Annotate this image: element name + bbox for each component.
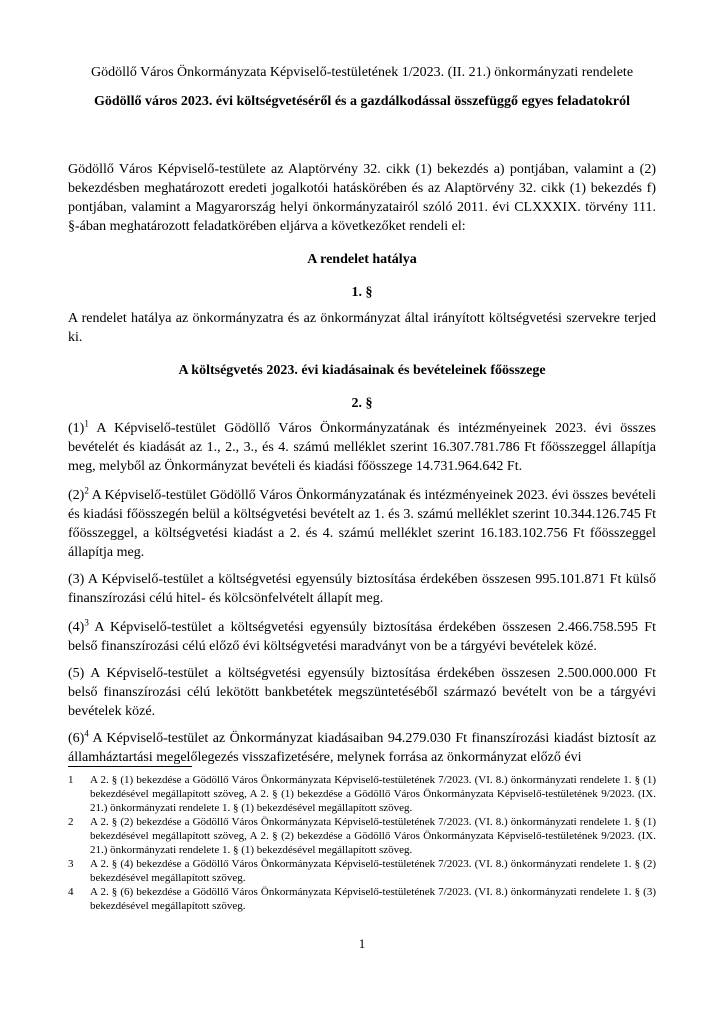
footnote-text: A 2. § (1) bekezdése a Gödöllő Város Önkormányzata Képviselő-testületének 7/2023. (VI. 8.) önkormányzati rendelete 1. § (1) bekezdésével megállapított szöveg, A 2. § (1) bekezdése a Gödöllő Város Önkormányzata Képviselő-testületének 9/2023. (IX. 21.) önkormányzati rendelete 1. § (1) bekezdésével megállapított szöveg. — [90, 774, 656, 814]
section1-paragraph: A rendelet hatálya az önkormányzatra és az önkormányzat által irányított költségvetési szervekre terjed ki. — [68, 311, 656, 345]
body-paragraph-3 — [68, 570, 656, 608]
footnote-ref: 2 — [84, 485, 89, 496]
footnote-section — [68, 766, 656, 913]
footnote — [68, 815, 656, 857]
body-paragraph-4 — [68, 618, 656, 656]
footnote-text: A 2. § (6) bekezdése a Gödöllő Város Önkormányzata Képviselő-testületének 7/2023. (VI. 8.) önkormányzati rendelete 1. § (3) bekezdésével megállapított szöveg. — [90, 886, 656, 912]
footnote-text: A 2. § (4) bekezdése a Gödöllő Város Önkormányzata Képviselő-testületének 7/2023. (VI. 8.) önkormányzati rendelete 1. § (2) bekezdésével megállapított szöveg. — [90, 858, 656, 884]
section2-heading: A költségvetés 2023. évi kiadásainak és bevételeinek főösszege — [178, 363, 546, 378]
preamble-paragraph: Gödöllő Város Képviselő-testülete az Alaptörvény 32. cikk (1) bekezdés a) pontjában, valamint a (2) bekezdésben meghatározott eredeti jogalkotói hatáskörében és az Alaptörvény 32. cikk (1) bekezdés f) pontjában, valamint a Magyarország helyi önkormányzatairól szóló 2011. évi CLXXXIX. törvény 111. §-ában meghatározott feladatkörében eljárva a következőket rendeli el: — [68, 162, 656, 234]
footnote-ref: 3 — [84, 617, 89, 628]
paragraph-marker: (2) — [68, 488, 85, 503]
footnote-ref: 4 — [84, 728, 89, 739]
body-paragraph-2 — [68, 486, 656, 562]
section1-article-number: 1. § — [351, 285, 373, 300]
footnote-number: 2 — [68, 816, 74, 828]
section1-heading: A rendelet hatálya — [307, 252, 417, 267]
paragraph-text: A Képviselő-testület Gödöllő Város Önkormányzatának és intézményeinek 2023. évi összes bevételi és kiadási főösszegén belül a költségvetési bevételt az 1. és 3. számú melléklet szerint 10.344.126.745 Ft főösszeggel, a költségvetési kiadást a 2. és 4. számú melléklet szerint 16.183.102.756 Ft főösszeggel állapítja meg. — [68, 488, 656, 560]
body-paragraph-5 — [68, 664, 656, 721]
page-number: 1 — [358, 936, 366, 951]
paragraph-marker: (3) — [68, 572, 85, 587]
section2-article-number: 2. § — [351, 396, 373, 411]
paragraph-marker: (5) — [68, 666, 85, 681]
paragraph-text: A Képviselő-testület a költségvetési egyensúly biztosítása érdekében összesen 995.101.871 Ft külső finanszírozási célú hitel- és kölcsönfelvételt állapít meg. — [68, 572, 657, 606]
footnote-number: 4 — [68, 886, 74, 898]
document-subtitle: Gödöllő város 2023. évi költségvetéséről és a gazdálkodással összefüggő egyes feladatokról — [94, 94, 630, 109]
document-title: Gödöllő Város Önkormányzata Képviselő-testületének 1/2023. (II. 21.) önkormányzati rendelete — [90, 65, 634, 80]
paragraph-text: A Képviselő-testület az Önkormányzat kiadásaiban 94.279.030 Ft finanszírozási kiadást biztosít az államháztartási megelőlegezés visszafizetésére, melynek forrása az önkormányzat előző évi — [68, 731, 656, 765]
paragraph-marker: (6) — [68, 731, 85, 746]
paragraph-text: A Képviselő-testület Gödöllő Város Önkormányzatának és intézményeinek 2023. évi összes bevételét és kiadását az 1., 2., 3., és 4. számú melléklet szerint 16.307.781.786 Ft főösszeggel állapítja meg, melyből az Önkormányzat bevételi és kiadási főösszege 14.731.964.642 Ft. — [68, 421, 657, 474]
paragraph-marker: (1) — [68, 421, 85, 436]
body-paragraph-6 — [68, 729, 656, 767]
footnote-number: 1 — [68, 774, 74, 786]
paragraph-text: A Képviselő-testület a költségvetési egyensúly biztosítása érdekében összesen 2.500.000.000 Ft belső finanszírozási célú lekötött bankbetétek megszüntetéséből származó bevételt von be a tárgyévi bevételek közé. — [68, 666, 656, 719]
footnote-text: A 2. § (2) bekezdése a Gödöllő Város Önkormányzata Képviselő-testületének 7/2023. (VI. 8.) önkormányzati rendelete 1. § (1) bekezdésével megállapított szöveg, A 2. § (2) bekezdése a Gödöllő Város Önkormányzata Képviselő-testületének 9/2023. (IX. 21.) önkormányzati rendelete 1. § (1) bekezdésével megállapított szöveg. — [90, 816, 656, 856]
paragraph-marker: (4) — [68, 620, 85, 635]
footnote — [68, 857, 656, 885]
footnote-separator — [68, 766, 192, 767]
body-paragraph-1 — [68, 419, 656, 476]
footnote-ref: 1 — [84, 418, 89, 429]
footnote — [68, 773, 656, 815]
footnote — [68, 885, 656, 913]
paragraph-text: A Képviselő-testület a költségvetési egyensúly biztosítása érdekében összesen 2.466.758.595 Ft belső finanszírozási célú előző évi költségvetési maradványt von be a tárgyévi bevételek közé. — [68, 620, 656, 654]
footnote-number: 3 — [68, 858, 74, 870]
